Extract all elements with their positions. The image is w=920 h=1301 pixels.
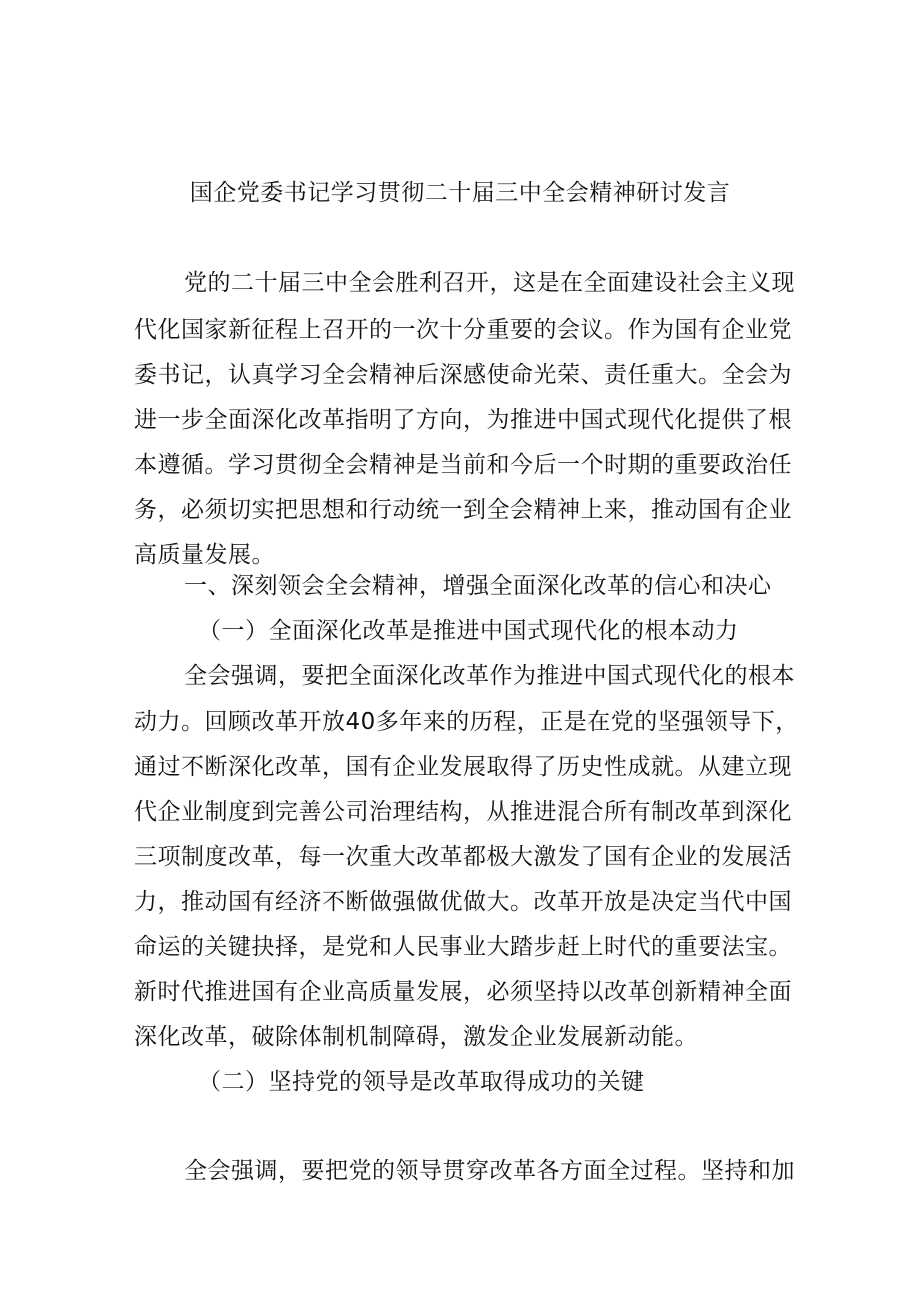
paragraph-line: 力，推动国有经济不断做强做优做大。改革开放是决定当代中国: [134, 889, 792, 915]
document-title: 国企党委书记学习贯彻二十届三中全会精神研讨发言: [189, 180, 731, 206]
intro-line: 委书记，认真学习全会精神后深感使命光荣、责任重大。全会为: [134, 362, 792, 388]
paragraph-line: 全会强调，要把全面深化改革作为推进中国式现代化的根本: [184, 663, 795, 689]
paragraph-line: 新时代推进国有企业高质量发展，必须坚持以改革创新精神全面: [134, 979, 792, 1005]
paragraph-line: 命运的关键抉择，是党和人民事业大踏步赶上时代的重要法宝。: [134, 934, 792, 960]
intro-line: 本遵循。学习贯彻全会精神是当前和今后一个时期的重要政治任: [134, 452, 792, 478]
intro-line: 进一步全面深化改革指明了方向，为推进中国式现代化提供了根: [134, 407, 792, 433]
paragraph-line: 三项制度改革，每一次重大改革都极大激发了国有企业的发展活: [134, 844, 792, 870]
paragraph-line: 动力。回顾改革开放40多年来的历程，正是在党的坚强领导下，: [134, 709, 799, 735]
intro-line: 代化国家新征程上召开的一次十分重要的会议。作为国有企业党: [134, 317, 792, 343]
paragraph-line: 全会强调，要把党的领导贯穿改革各方面全过程。坚持和加: [184, 1158, 795, 1184]
subsection-heading: （一）全面深化改革是推进中国式现代化的根本动力: [198, 618, 739, 644]
section-heading: 一、深刻领会全会精神，增强全面深化改革的信心和决心: [184, 573, 772, 599]
intro-line: 党的二十届三中全会胜利召开，这是在全面建设社会主义现: [184, 270, 795, 296]
paragraph-line: 代企业制度到完善公司治理结构，从推进混合所有制改革到深化: [134, 799, 792, 825]
intro-line: 务，必须切实把思想和行动统一到全会精神上来，推动国有企业: [134, 497, 792, 523]
paragraph-line: 通过不断深化改革，国有企业发展取得了历史性成就。从建立现: [134, 754, 792, 780]
subsection-heading: （二）坚持党的领导是改革取得成功的关键: [198, 1069, 645, 1095]
intro-line: 高质量发展。: [134, 542, 275, 568]
paragraph-line: 深化改革，破除体制机制障碍，激发企业发展新动能。: [134, 1024, 698, 1050]
